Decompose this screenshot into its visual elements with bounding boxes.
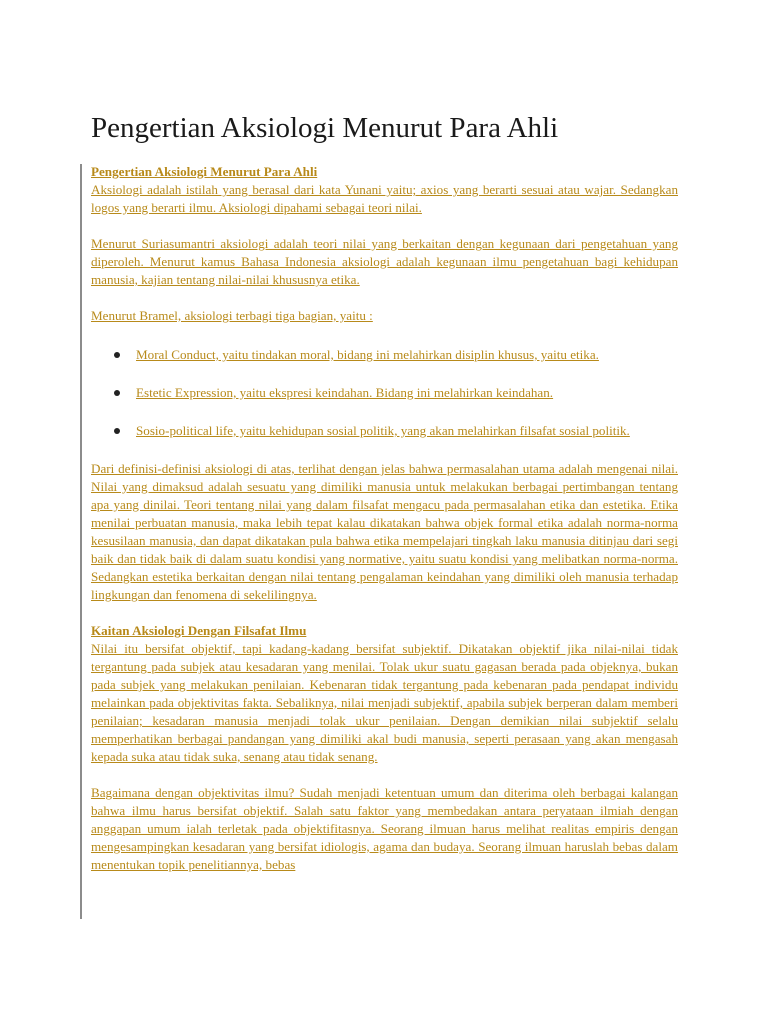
bullet-list bbox=[91, 346, 678, 440]
page-title: Pengertian Aksiologi Menurut Para Ahli bbox=[91, 112, 559, 144]
revision-bar bbox=[80, 164, 82, 919]
revision-bar bbox=[80, 420, 82, 444]
list-item bbox=[91, 384, 678, 402]
paragraph: Aksiologi adalah istilah yang berasal dari kata Yunani yaitu; axios yang berarti sesuai atau wajar. Sedangkan logos yang berarti ilmu. Aksiologi dipahami sebagai teori nilai. bbox=[91, 182, 678, 215]
bullet-icon bbox=[114, 428, 120, 434]
document-body bbox=[91, 163, 678, 874]
paragraph: Menurut Suriasumantri aksiologi adalah teori nilai yang berkaitan dengan kegunaan dari pengetahuan yang diperoleh. Menurut kamus Bahasa Indonesia aksiologi adalah kegunaan ilmu pengetahuan bagi kehidupan manusia, kajian tentang nilai-nilai khususnya etika. bbox=[91, 236, 678, 287]
section-heading: Pengertian Aksiologi Menurut Para Ahli bbox=[91, 164, 318, 179]
list-item-text: Sosio-political life, yaitu kehidupan sosial politik, yang akan melahirkan filsafat sosial politik. bbox=[136, 423, 630, 438]
bullet-icon bbox=[114, 390, 120, 396]
paragraph: Menurut Bramel, aksiologi terbagi tiga bagian, yaitu : bbox=[91, 308, 373, 323]
bullet-icon bbox=[114, 352, 120, 358]
list-item bbox=[91, 346, 678, 364]
revision-bar bbox=[80, 343, 82, 367]
list-item-text: Estetic Expression, yaitu ekspresi keindahan. Bidang ini melahirkan keindahan. bbox=[136, 385, 554, 400]
paragraph: Dari definisi-definisi aksiologi di atas, terlihat dengan jelas bahwa permasalahan utama adalah mengenai nilai. Nilai yang dimaksud adalah sesuatu yang dimiliki manusia untuk melakukan berbagai pertimbangan tentang apa yang dinilai. Teori tentang nilai yang dalam filsafat mengacu pada permasalahan etika dan estetika. Etika menilai perbuatan manusia, maka lebih tepat kalau dikatakan bahwa objek formal etika adalah norma-norma kesusilaan manusia, dan dapat dikatakan pula bahwa etika mempelajari tingkah laku manusia ditinjau dari segi baik dan tidak baik di dalam suatu kondisi yang normative, yaitu suatu kondisi yang melibatkan norma-norma. Sedangkan estetika berkaitan dengan nilai tentang pengalaman keindahan yang dimiliki oleh manusia terhadap lingkungan dan fenomena di sekelilingnya. bbox=[91, 461, 678, 602]
list-item bbox=[91, 422, 678, 440]
paragraph: Nilai itu bersifat objektif, tapi kadang-kadang bersifat subjektif. Dikatakan objektif jika nilai-nilai tidak tergantung pada subjek atau kesadaran yang menilai. Tolak ukur suatu gagasan berada pada objeknya, bukan pada subjek yang melakukan penilaian. Kebenaran tidak tergantung pada kebenaran pada pendapat individu melainkan pada objektivitas fakta. Sebaliknya, nilai menjadi subjektif, apabila subjek berperan dalam memberi penilaian; kesadaran manusia menjadi tolak ukur penilaian. Dengan demikian nilai subjektif selalu memperhatikan berbagai pandangan yang dimiliki akal budi manusia, seperti perasaan yang akan mengasah kepada suka atau tidak suka, senang atau tidak senang. bbox=[91, 641, 678, 764]
paragraph: Bagaimana dengan objektivitas ilmu? Sudah menjadi ketentuan umum dan diterima oleh berbagai kalangan bahwa ilmu harus bersifat objektif. Salah satu faktor yang membedakan antara peryataan ilmiah dengan anggapan umum ialah terletak pada objektifitasnya. Seorang ilmuan harus melihat realitas empiris dengan mengesampingkan kesadaran yang bersifat idiologis, agama dan budaya. Seorang ilmuan haruslah bebas dalam menentukan topik penelitiannya, bebas bbox=[91, 785, 678, 872]
list-item-text: Moral Conduct, yaitu tindakan moral, bidang ini melahirkan disiplin khusus, yaitu etika. bbox=[136, 347, 599, 362]
section-heading: Kaitan Aksiologi Dengan Filsafat Ilmu bbox=[91, 623, 307, 638]
revision-bar bbox=[80, 381, 82, 405]
